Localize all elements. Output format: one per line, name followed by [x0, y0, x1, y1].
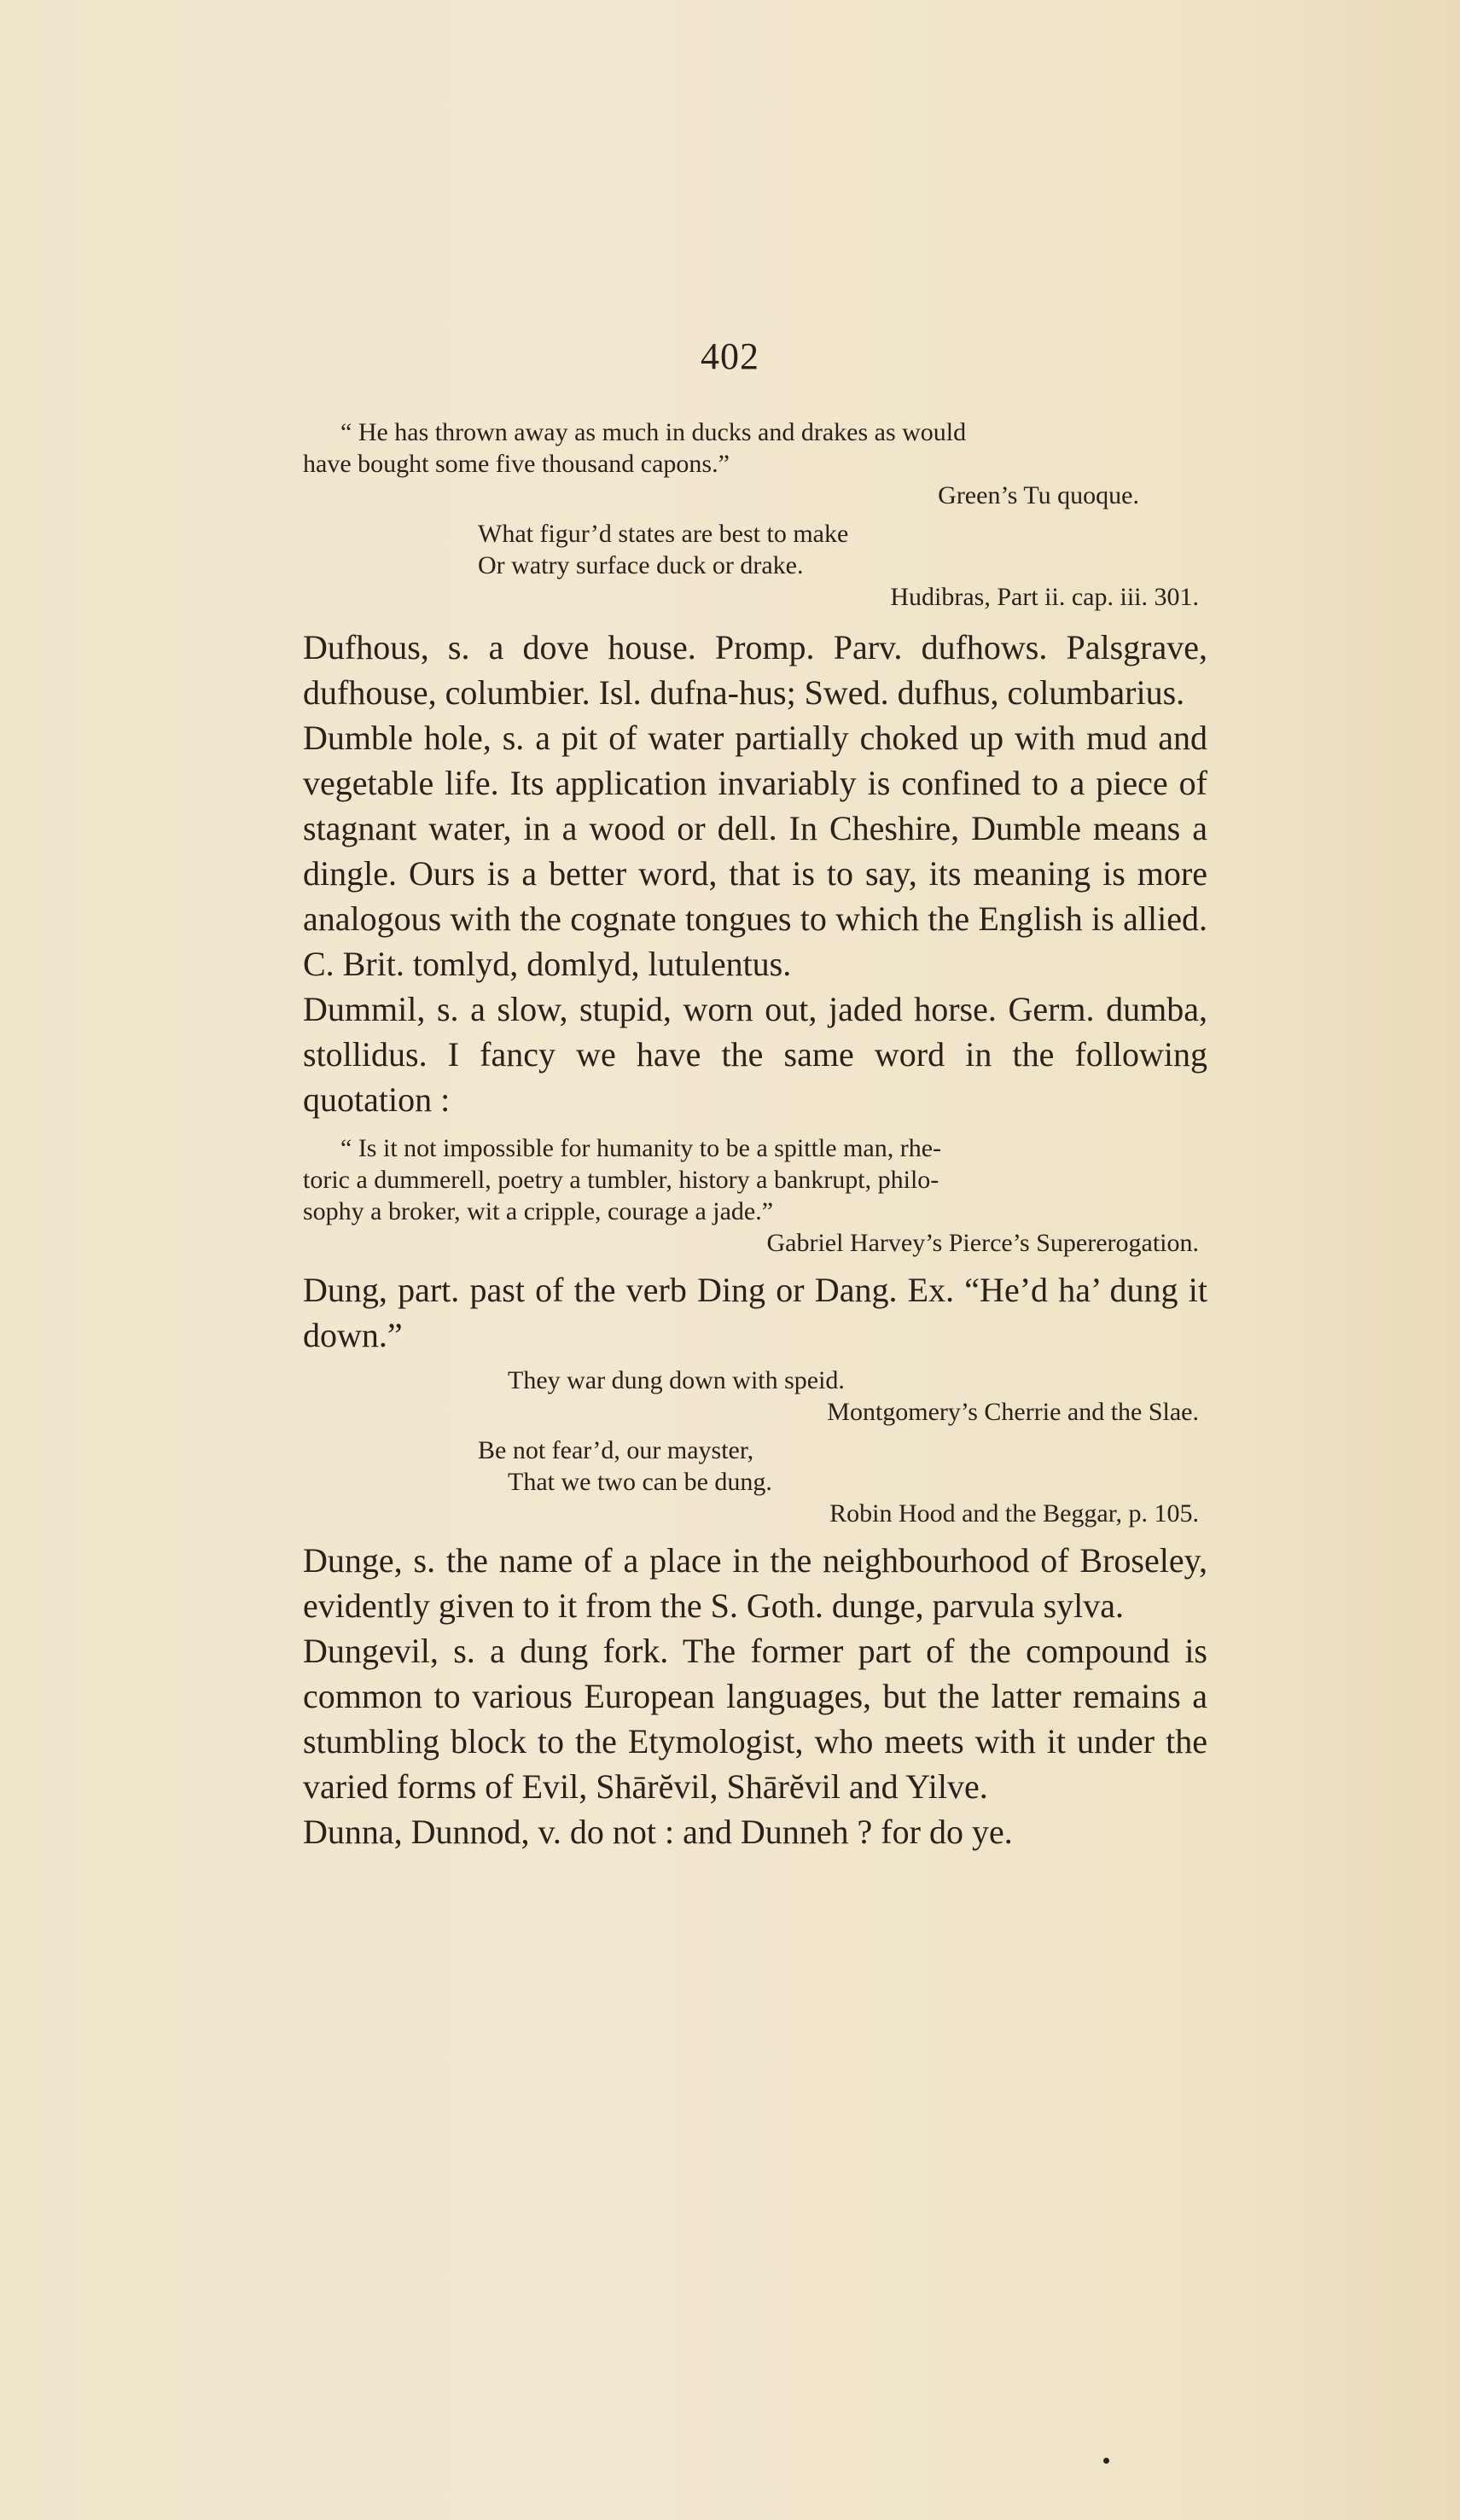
- hudibras-verse: [303, 518, 1207, 613]
- verse-source: Montgomery’s Cherrie and the Slae.: [827, 1398, 1199, 1426]
- harvey-quote: [303, 1132, 1207, 1259]
- top-quote: [303, 416, 1207, 511]
- montgomery-verse: [303, 1365, 1207, 1428]
- quote-text: “ He has thrown away as much in ducks and drakes as would: [340, 418, 967, 446]
- quote-line: “ Is it not impossible for humanity to be a spittle man, rhe-: [340, 1134, 942, 1162]
- verse-line: That we two can be dung.: [508, 1468, 772, 1496]
- page-number: 402: [701, 335, 759, 377]
- entry-dunna: Dunna, Dunnod, v. do not : and Dunneh ? for do ye.: [303, 1813, 1013, 1851]
- page-body: [303, 416, 1207, 1854]
- ink-speck: [1103, 2458, 1109, 2464]
- verse-line: Be not fear’d, our mayster,: [478, 1436, 754, 1464]
- verse-source: Hudibras, Part ii. cap. iii. 301.: [890, 583, 1199, 611]
- entry-dunge: Dunge, s. the name of a place in the neighbourhood of Broseley, evidently given to it from the S. Goth. dunge, parvula sylva.: [303, 1541, 1207, 1625]
- entry-dufhous: Dufhous, s. a dove house. Promp. Parv. dufhows. Palsgrave, dufhouse, columbier. Isl. dufna-hus; Swed. dufhus, columbarius.: [303, 628, 1207, 712]
- verse-line: They war dung down with speid.: [508, 1366, 845, 1394]
- entry-dumble-hole: Dumble hole, s. a pit of water partially choked up with mud and vegetable life. Its application invariably is confined to a piece of stagnant water, in a wood or dell. In Cheshire, Dumble means a dingle. Ours is a better word, that is to say, its meaning is more analogous with the cognate tongues to which the English is allied. C. Brit. tomlyd, domlyd, lutulentus.: [303, 719, 1207, 983]
- quote-line: sophy a broker, wit a cripple, courage a jade.”: [303, 1197, 774, 1225]
- entry-dung: Dung, part. past of the verb Ding or Dang. Ex. “He’d ha’ dung it down.”: [303, 1271, 1207, 1354]
- verse-source: Robin Hood and the Beggar, p. 105.: [829, 1499, 1199, 1528]
- verse-line: Or watry surface duck or drake.: [478, 551, 804, 579]
- quote-line: [303, 448, 1207, 480]
- entry-dummil: Dummil, s. a slow, stupid, worn out, jaded horse. Germ. dumba, stollidus. I fancy we have the same word in the following quotation :: [303, 990, 1207, 1119]
- quote-source: Green’s Tu quoque.: [938, 481, 1139, 509]
- robin-hood-verse: [303, 1435, 1207, 1529]
- quote-source: Gabriel Harvey’s Pierce’s Supererogation.: [766, 1229, 1199, 1257]
- quote-line: toric a dummerell, poetry a tumbler, history a bankrupt, philo-: [303, 1166, 939, 1194]
- entry-dungevil: Dungevil, s. a dung fork. The former part of the compound is common to various European languages, but the latter remains a stumbling block to the Etymologist, who meets with it under the varied forms of Evil, Shārĕvil, Shārĕvil and Yilve.: [303, 1632, 1207, 1806]
- quote-line: [303, 416, 1207, 448]
- quote-text: have bought some five thousand capons.”: [303, 450, 730, 478]
- verse-line: What figur’d states are best to make: [478, 520, 849, 548]
